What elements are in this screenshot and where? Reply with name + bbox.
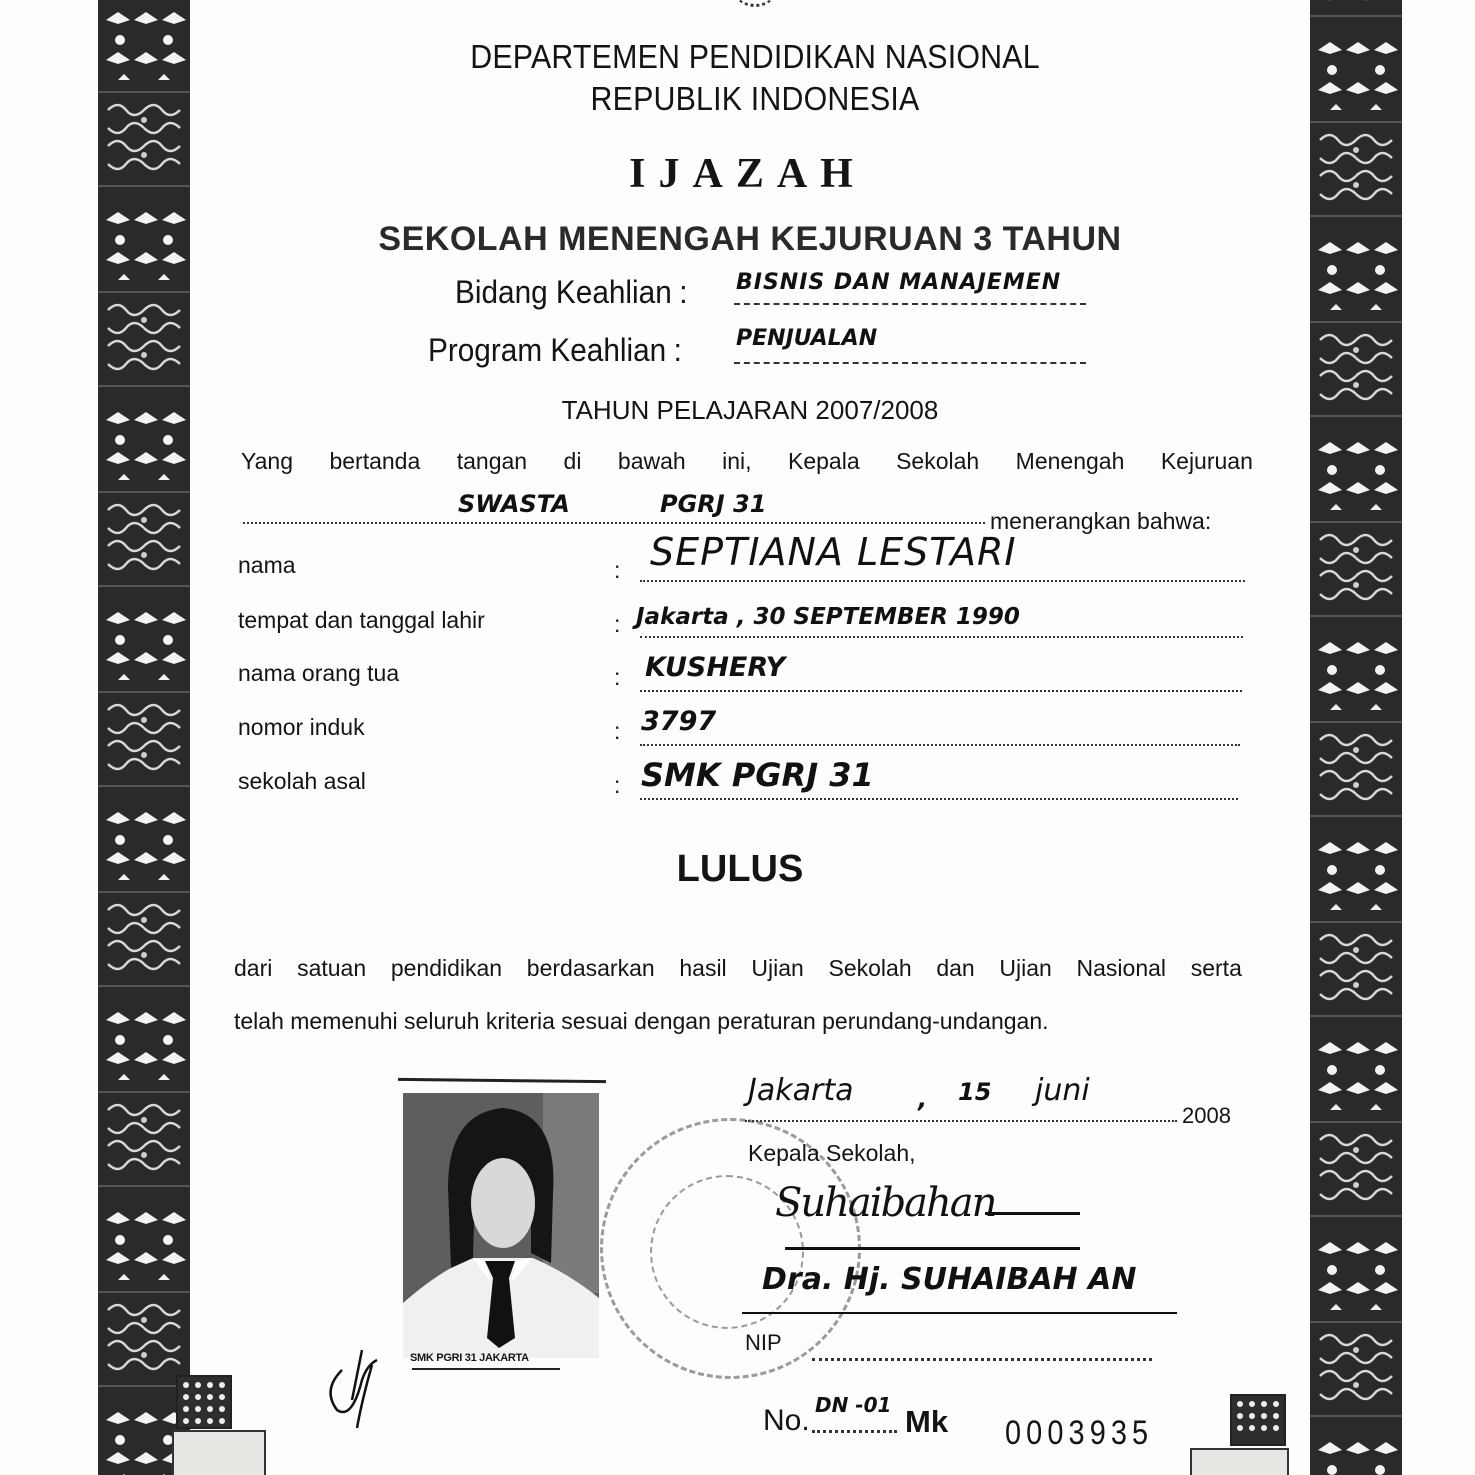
colon: :	[614, 557, 621, 583]
signing-month: juni	[1035, 1073, 1090, 1108]
principal-name: Dra. Hj. SUHAIBAH AN	[762, 1262, 1137, 1297]
word: bawah	[617, 448, 686, 474]
serial-dotted-line	[812, 1430, 897, 1433]
word: hasil	[679, 955, 727, 981]
colon: :	[614, 718, 621, 744]
word: berdasarkan	[526, 955, 655, 981]
word: Kejuruan	[1160, 448, 1253, 474]
bottom-right-deco-light	[1190, 1448, 1289, 1475]
nip-dotted-line	[812, 1358, 1152, 1361]
ttl-label: tempat dan tanggal lahir	[238, 607, 485, 633]
ttl-dotted-line	[640, 636, 1243, 638]
word: dari	[234, 955, 273, 981]
word: dan	[936, 955, 975, 981]
signing-place: Jakarta	[748, 1073, 854, 1108]
bidang-dash-line	[734, 303, 1086, 305]
word: Ujian	[999, 955, 1052, 981]
intro-line	[241, 448, 1253, 475]
signing-year: 2008	[1182, 1103, 1231, 1128]
word: tangan	[456, 448, 528, 474]
nama-orang-tua-value: KUSHERY	[645, 652, 786, 683]
word: serta	[1190, 955, 1242, 981]
document-title: IJAZAH	[629, 151, 866, 197]
nama-orang-tua-label: nama orang tua	[238, 660, 400, 686]
program-dash-line	[734, 362, 1086, 364]
serial-mk: Mk	[905, 1404, 949, 1439]
program-keahlian-value: PENJUALAN	[736, 326, 878, 351]
school-status-handwritten: SWASTA	[458, 490, 570, 518]
signature-underline	[785, 1247, 1080, 1250]
signature-stroke	[985, 1212, 1080, 1215]
sekolah-asal-label: sekolah asal	[238, 768, 366, 794]
signing-day: 15	[958, 1078, 992, 1106]
colon: :	[614, 664, 621, 690]
sekolah-asal-value: SMK PGRJ 31	[641, 756, 874, 794]
serial-number: 0003935	[1005, 1414, 1154, 1452]
name-underline	[742, 1312, 1177, 1314]
nama-dotted-line	[640, 580, 1245, 582]
country-heading: REPUBLIK INDONESIA	[590, 80, 920, 117]
school-name-dotted-line	[243, 522, 985, 524]
date-comma: ,	[918, 1085, 928, 1113]
word: Menengah	[1015, 448, 1125, 474]
principal-signature: Suhaibahan	[775, 1180, 996, 1226]
result-lulus: LULUS	[676, 848, 804, 890]
program-keahlian-row	[428, 332, 687, 369]
garuda-emblem-icon	[730, 0, 780, 7]
serial-code-handwritten: DN -01	[815, 1393, 892, 1417]
bidang-keahlian-row	[455, 274, 693, 311]
statement-line-1	[234, 955, 1242, 982]
nama-orang-tua-dotted-line	[640, 690, 1242, 692]
date-dotted-line	[745, 1120, 1177, 1122]
word: Ujian	[751, 955, 804, 981]
ministry-heading: DEPARTEMEN PENDIDIKAN NASIONAL	[470, 38, 1040, 75]
photo-top-line	[398, 1078, 606, 1083]
word: Sekolah	[896, 448, 980, 474]
signer-role: Kepala Sekolah,	[748, 1140, 916, 1166]
school-name-handwritten: PGRJ 31	[660, 490, 767, 518]
word: Yang	[241, 448, 294, 474]
word: di	[563, 448, 582, 474]
colon: :	[614, 611, 621, 637]
colon: :	[673, 332, 682, 368]
menerangkan-bahwa: menerangkan bahwa:	[990, 508, 1212, 534]
nip-label: NIP	[745, 1330, 782, 1355]
bidang-keahlian-value: BISNIS DAN MANAJEMEN	[736, 270, 1062, 295]
academic-year: TAHUN PELAJARAN 2007/2008	[561, 395, 939, 425]
serial-no-label: No.	[763, 1404, 810, 1437]
bottom-left-deco-grid	[176, 1375, 232, 1429]
school-type-heading: SEKOLAH MENENGAH KEJURUAN 3 TAHUN	[378, 220, 1122, 258]
ttl-value: Jakarta , 30 SEPTEMBER 1990	[636, 604, 1020, 630]
word: Nasional	[1076, 955, 1167, 981]
photo-caption-line	[412, 1368, 560, 1370]
student-photo	[403, 1093, 599, 1358]
statement-line-2: telah memenuhi seluruh kriteria sesuai dengan peraturan perundang-undangan.	[234, 1008, 1049, 1034]
word: ini,	[722, 448, 752, 474]
nama-value: SEPTIANA LESTARI	[650, 530, 1017, 574]
photo-stamp-caption: SMK PGRI 31 JAKARTA	[410, 1352, 529, 1364]
word: satuan	[297, 955, 367, 981]
bottom-right-deco-grid	[1230, 1394, 1286, 1446]
nomor-induk-dotted-line	[640, 744, 1240, 746]
program-keahlian-label: Program Keahlian	[428, 332, 667, 368]
word: pendidikan	[390, 955, 503, 981]
nomor-induk-label: nomor induk	[238, 714, 365, 740]
bottom-left-deco-light	[172, 1430, 266, 1475]
nomor-induk-value: 3797	[641, 706, 717, 737]
nama-label: nama	[238, 552, 296, 578]
word: Sekolah	[828, 955, 912, 981]
colon: :	[614, 772, 621, 798]
colon: :	[679, 274, 688, 310]
photo-signature-scribble	[322, 1340, 412, 1430]
sekolah-asal-dotted-line	[640, 798, 1238, 800]
word: bertanda	[329, 448, 421, 474]
bidang-keahlian-label: Bidang Keahlian	[455, 274, 672, 310]
word: Kepala	[788, 448, 860, 474]
